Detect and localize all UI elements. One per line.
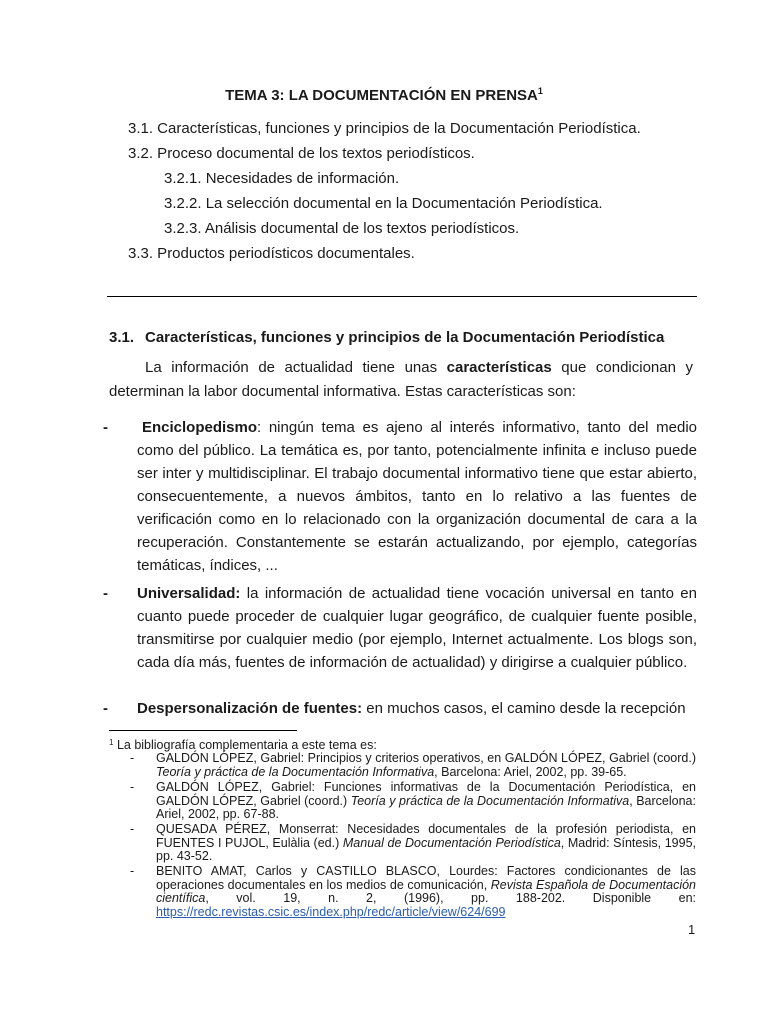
- intro-bold-term: características: [446, 359, 552, 376]
- intro-text: La información de actualidad tiene unas: [145, 359, 447, 376]
- toc-item: 3.1. Características, funciones y principios de la Documentación Periodística.: [128, 120, 641, 137]
- footnote-italic-title: Revista Española de Documentación científica: [156, 877, 696, 905]
- bullet-term: Despersonalización de fuentes:: [137, 700, 363, 717]
- bullet-dash: -: [103, 700, 108, 717]
- footnote-italic-title: Teoría y práctica de la Documentación Informativa: [350, 793, 630, 808]
- footnote-item: [130, 752, 696, 779]
- bullet-text: la información de actualidad tiene vocación universal en tanto en cuanto puede proceder de cualquier lugar geográfico, de cualquier fuente posible, transmitirse por cualquier medio (por ejemplo, Internet actualmente. Los blogs son, cada día más, fuentes de información de actualidad) y dirigirse a cualquier público.: [137, 585, 697, 671]
- footnote-dash: -: [130, 780, 135, 794]
- section-title: Características, funciones y principios de la Documentación Periodística: [145, 329, 665, 346]
- footnote-item: [130, 781, 696, 822]
- toc-item: 3.2.1. Necesidades de información.: [164, 170, 400, 187]
- list-item: [103, 582, 697, 674]
- footnote-link[interactable]: https://redc.revistas.csic.es/index.php/redc/article/view/624/699: [156, 904, 506, 919]
- bullet-term: Enciclopedismo: [142, 419, 258, 436]
- toc-item: 3.2.3. Análisis documental de los textos periodísticos.: [164, 220, 520, 237]
- title-footnote-mark[interactable]: 1: [537, 86, 543, 96]
- list-item: [103, 416, 697, 577]
- toc-item: 3.3. Productos periodísticos documentales.: [128, 245, 415, 262]
- footnote-item: [130, 865, 696, 919]
- footnote-italic-title: Manual de Documentación Periodística: [342, 835, 561, 850]
- footnote-mark: 1: [109, 738, 114, 747]
- horizontal-divider: [107, 296, 697, 297]
- footnote-text: , Barcelona: Ariel, 2002, pp. 39-65.: [434, 764, 627, 779]
- footnote-separator: [109, 730, 297, 731]
- footnote-text: QUESADA PÉREZ, Monserrat: Necesidades documentales de la profesión periodista, en FUENTES I PUJOL, Eulàlia (ed.): [156, 822, 696, 850]
- title-text: TEMA 3: LA DOCUMENTACIÓN EN PRENSA: [225, 87, 538, 104]
- intro-paragraph: [109, 356, 693, 404]
- footnote-dash: -: [130, 751, 135, 765]
- footnote-text: GALDÓN LÓPEZ, Gabriel: Funciones informativas de la Documentación Periodística, en GALDÓN LÓPEZ, Gabriel (coord.): [156, 780, 696, 808]
- section-heading: [109, 329, 664, 346]
- footnote-item: [130, 823, 696, 864]
- footnote-dash: -: [130, 864, 135, 878]
- footnote-text: , vol. 19, n. 2, (1996), pp. 188-202. Disponible en:: [205, 891, 696, 905]
- footnote-text: BENITO AMAT, Carlos y CASTILLO BLASCO, Lourdes: Factores condicionantes de las operaciones documentales en los medios de comunicación,: [156, 864, 696, 892]
- section-number: 3.1.: [109, 329, 135, 346]
- footnote-italic-title: Teoría y práctica de la Documentación Informativa: [156, 764, 435, 779]
- bullet-term: Universalidad:: [137, 585, 241, 602]
- toc-item: 3.2.2. La selección documental en la Documentación Periodística.: [164, 195, 603, 212]
- footnote-text: , Barcelona: Ariel, 2002, pp. 67-88.: [156, 793, 696, 821]
- page-number: 1: [688, 922, 696, 937]
- bullet-text: en muchos casos, el camino desde la recepción: [362, 700, 686, 717]
- bullet-dash: -: [103, 585, 108, 602]
- bullet-dash: -: [103, 419, 108, 436]
- footnote-text: GALDÓN LÓPEZ, Gabriel: Principios y criterios operativos, en GALDÓN LÓPEZ, Gabriel (coord.): [156, 751, 696, 765]
- footnote-text: , Madrid: Síntesis, 1995, pp. 43-52.: [156, 835, 696, 863]
- footnote-intro-text: La bibliografía complementaria a este tema es:: [116, 738, 377, 752]
- intro-text: que condicionan y determinan la labor documental informativa. Estas características son:: [109, 359, 693, 400]
- list-item: [103, 697, 697, 720]
- footnote-dash: -: [130, 822, 135, 836]
- footnote-intro: [109, 738, 377, 752]
- document-title: [0, 86, 768, 104]
- toc-item: 3.2. Proceso documental de los textos periodísticos.: [128, 145, 475, 162]
- bullet-text: : ningún tema es ajeno al interés informativo, tanto del medio como del público. La temática es, por tanto, potencialmente infinita e incluso puede ser inter y multidisciplinar. El trabajo documental informativo tiene que estar abierto, consecuentemente, a nuevos ámbitos, tanto en lo relativo a las fuentes de verificación como en lo relacionado con la organización documental de cara a la recuperación. Constantemente se estarán actualizando, por ejemplo, categorías temáticas, índices, ...: [137, 419, 697, 574]
